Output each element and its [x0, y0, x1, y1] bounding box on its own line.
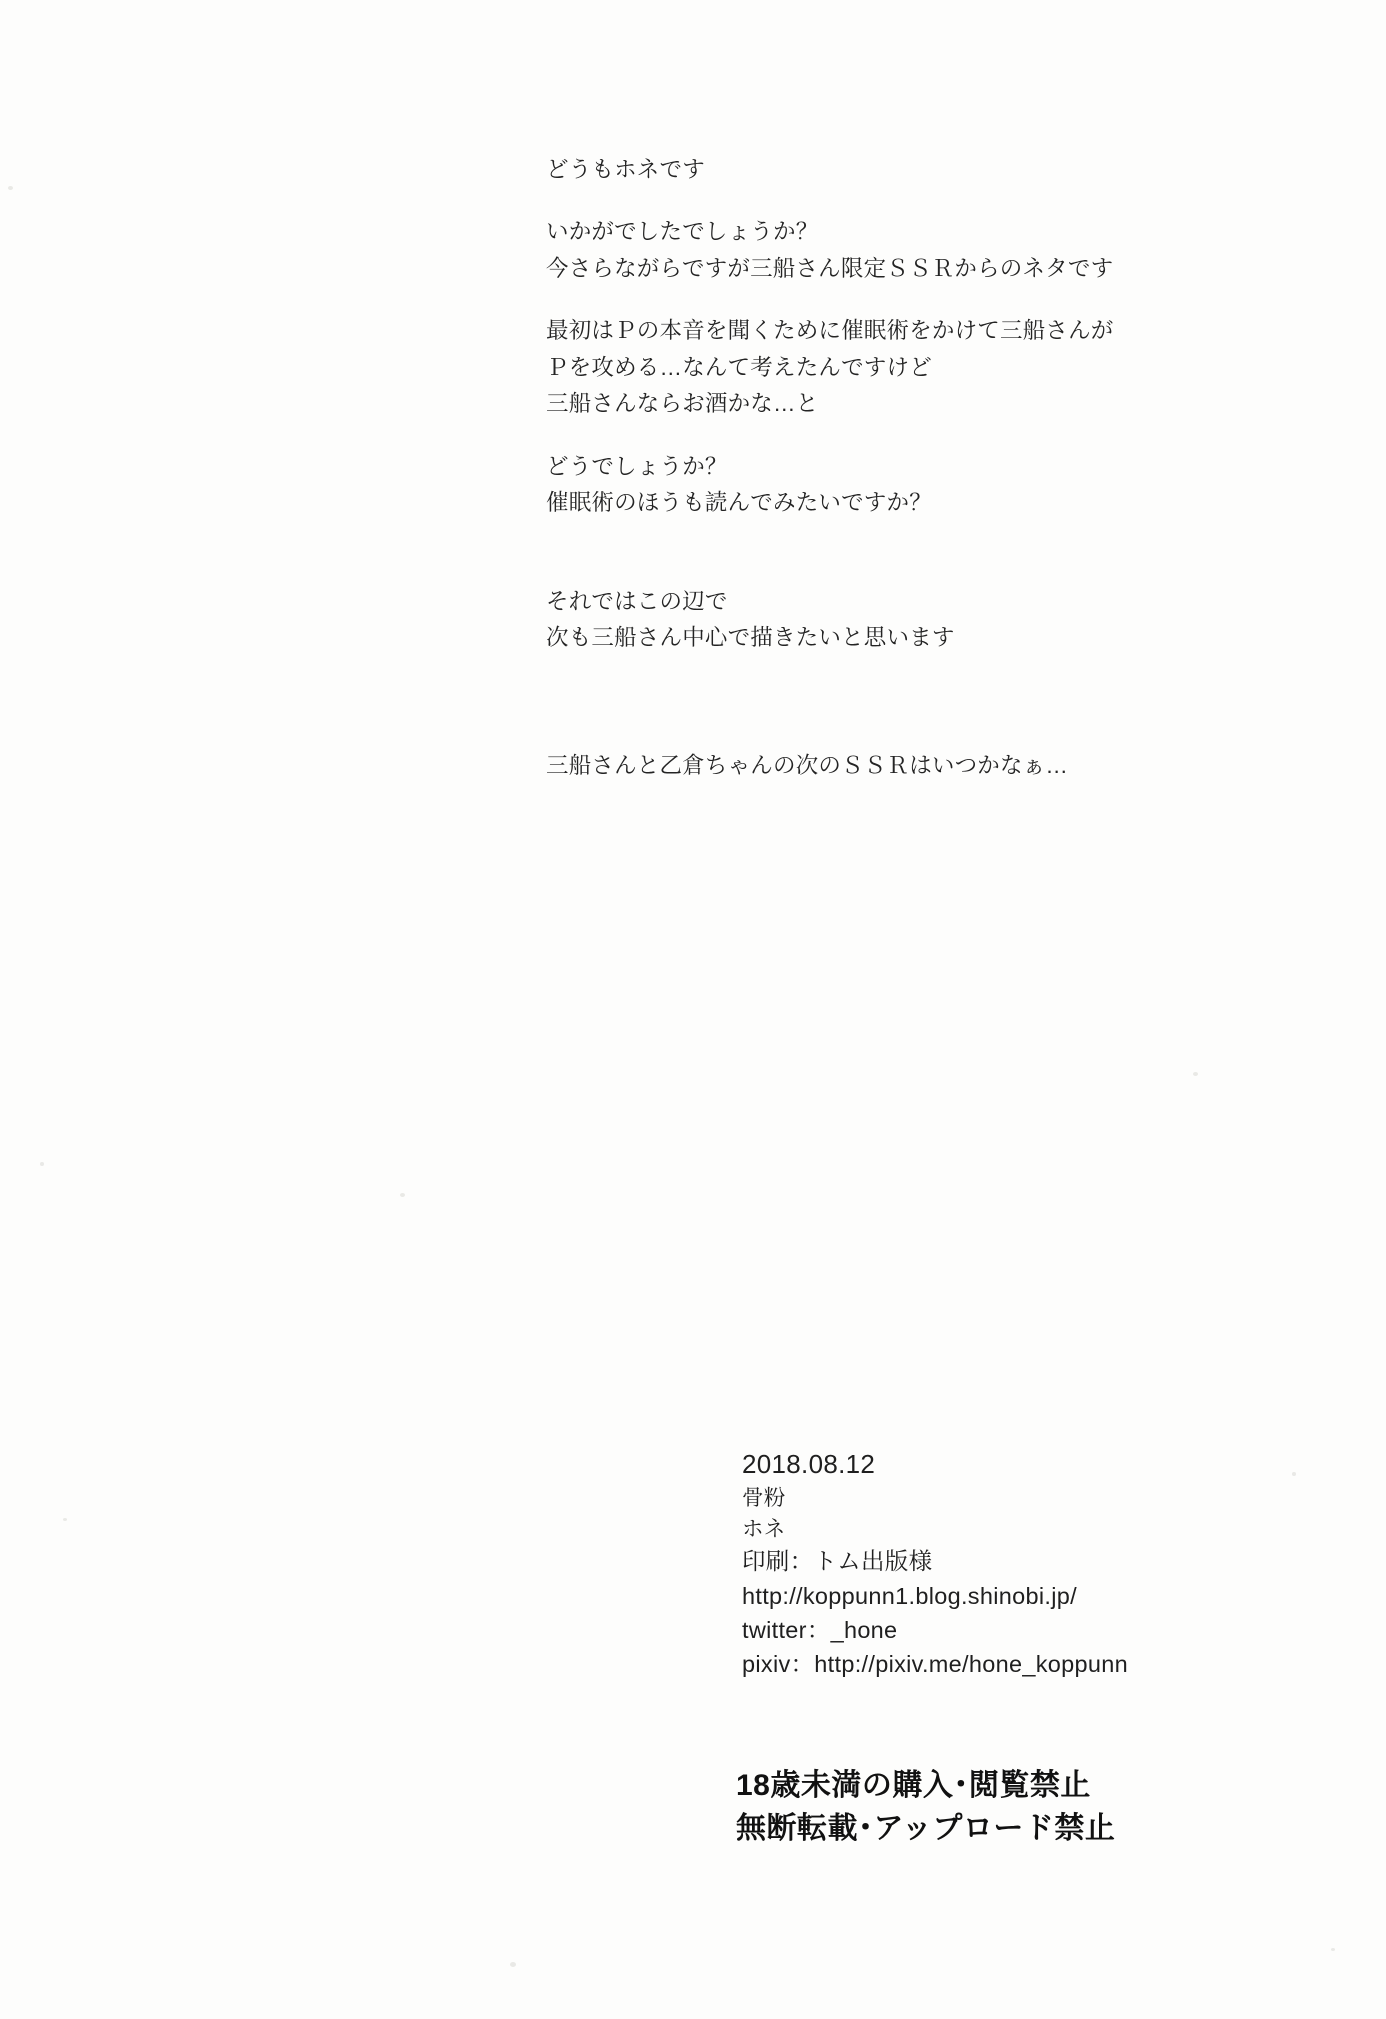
afterword-line: 三船さんならお酒かな…と: [546, 391, 819, 417]
colophon-pixiv[interactable]: pixiv：http://pixiv.me/hone_koppunn: [742, 1651, 1128, 1678]
afterword-line: 次も三船さん中心で描きたいと思います: [546, 624, 955, 650]
afterword-line: 最初はＰの本音を聞くために催眠術をかけて三船さんが: [546, 318, 1114, 344]
afterword-line: いかがでしたでしょうか？: [546, 219, 819, 245]
afterword-line: 三船さんと乙倉ちゃんの次のＳＳＲはいつかなぁ…: [546, 753, 1069, 779]
colophon-twitter[interactable]: twitter：_hone: [742, 1616, 898, 1643]
afterword-paragraph: [546, 748, 1306, 784]
colophon-blog-url[interactable]: http://koppunn1.blog.shinobi.jp/: [742, 1582, 1077, 1609]
afterword-line: どうでしょうか？: [546, 453, 728, 479]
afterword-paragraph: [546, 214, 1306, 287]
colophon-printer: 印刷：トム出版様: [742, 1548, 933, 1575]
afterword-line: 催眠術のほうも読んでみたいですか？: [546, 490, 932, 516]
afterword-paragraph: [546, 449, 1306, 522]
colophon-date: 2018.08.12: [742, 1449, 876, 1479]
afterword-paragraph: [546, 152, 1306, 188]
afterword-line: それではこの辺で: [546, 588, 728, 614]
afterword-paragraph: [546, 313, 1306, 422]
afterword-text-block: [546, 152, 1306, 811]
colophon-author: ホネ: [742, 1516, 786, 1541]
age-restriction-notice: [736, 1765, 1336, 1850]
colophon-block: [742, 1448, 1302, 1681]
afterword-line: Ｐを攻める…なんて考えたんですけど: [546, 354, 932, 380]
notice-line-age: 18歳未満の購入･閲覧禁止: [736, 1769, 1091, 1802]
colophon-circle: 骨粉: [742, 1486, 786, 1511]
notice-line-reupload: 無断転載･アップロード禁止: [736, 1811, 1116, 1845]
afterword-paragraph: [546, 584, 1306, 657]
afterword-line: 今さらながらですが三船さん限定ＳＳＲからのネタです: [546, 255, 1114, 281]
afterword-line: どうもホネです: [546, 157, 705, 182]
